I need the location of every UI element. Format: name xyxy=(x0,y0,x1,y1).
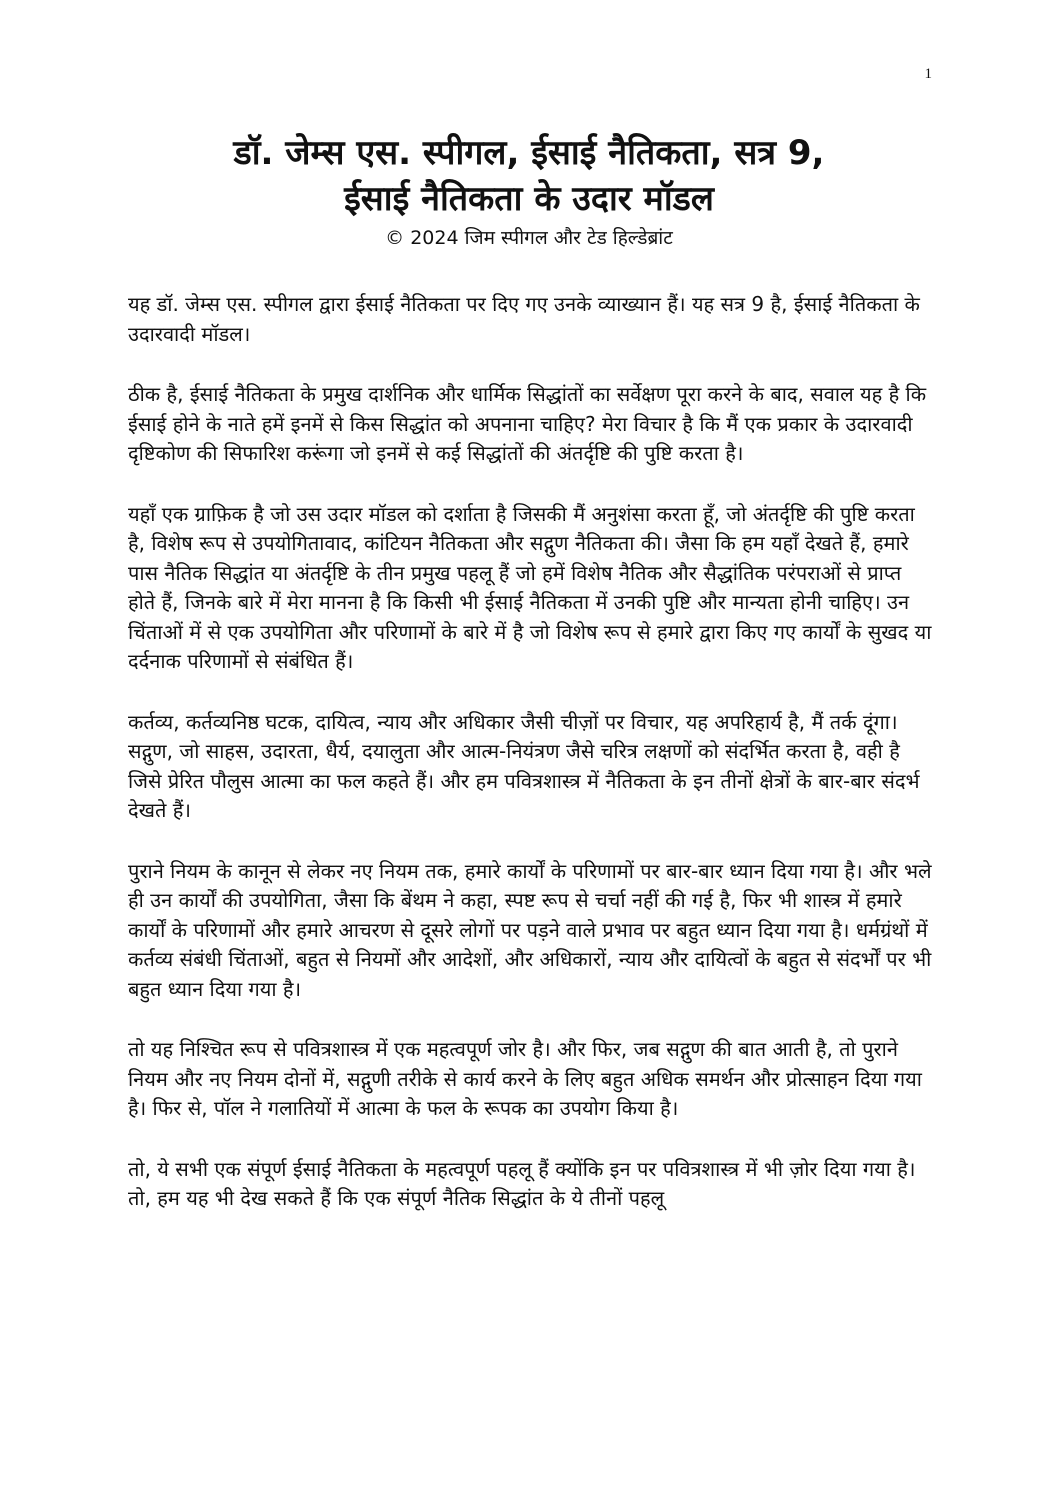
paragraph-1: यह डॉ. जेम्स एस. स्पीगल द्वारा ईसाई नैतिकता पर दिए गए उनके व्याख्यान हैं। यह सत्र 9 है, ईसाई नैतिकता के उदारवादी मॉडल। xyxy=(128,292,920,346)
document-header xyxy=(0,130,1058,252)
title-line-1: डॉ. जेम्स एस. स्पीगल, ईसाई नैतिकता, सत्र 9, xyxy=(233,133,825,173)
title-line-2: ईसाई नैतिकता के उदार मॉडल xyxy=(344,179,714,219)
copyright-line: © 2024 जिम स्पीगल और टेड हिल्डेब्रांट xyxy=(385,227,673,249)
document-body xyxy=(128,290,934,1245)
paragraph-7: तो, ये सभी एक संपूर्ण ईसाई नैतिकता के महत्वपूर्ण पहलू हैं क्योंकि इन पर पवित्रशास्त्र में भी ज़ोर दिया गया है। तो, हम यह भी देख सकते हैं कि एक संपूर्ण नैतिक सिद्धांत के ये तीनों पहलू xyxy=(128,1156,916,1210)
paragraph-5: पुराने नियम के कानून से लेकर नए नियम तक, हमारे कार्यों के परिणामों पर बार-बार ध्यान दिया गया है। और भले ही उन कार्यों की उपयोगिता, जैसा कि बेंथम ने कहा, स्पष्ट रूप से चर्चा नहीं की गई है, फिर भी शास्त्र में हमारे कार्यों के परिणामों और हमारे आचरण से दूसरे लोगों पर पड़ने वाले प्रभाव पर बहुत ध्यान दिया गया है। धर्मग्रंथों में कर्तव्य संबंधी चिंताओं, बहुत से नियमों और आदेशों, और अधिकारों, न्याय और दायित्वों के बहुत से संदर्भों पर भी बहुत ध्यान दिया गया है। xyxy=(128,858,932,1001)
paragraph-6: तो यह निश्चित रूप से पवित्रशास्त्र में एक महत्वपूर्ण जोर है। और फिर, जब सद्गुण की बात आती है, तो पुराने नियम और नए नियम दोनों में, सद्गुणी तरीके से कार्य करने के लिए बहुत अधिक समर्थन और प्रोत्साहन दिया गया है। फिर से, पॉल ने गलातियों में आत्मा के फल के रूपक का उपयोग किया है। xyxy=(128,1037,922,1120)
paragraph-3: यहाँ एक ग्राफ़िक है जो उस उदार मॉडल को दर्शाता है जिसकी मैं अनुशंसा करता हूँ, जो अंतर्दृष्टि की पुष्टि करता है, विशेष रूप से उपयोगितावाद, कांटियन नैतिकता और सद्गुण नैतिकता की। जैसा कि हम यहाँ देखते हैं, हमारे पास नैतिक सिद्धांत या अंतर्दृष्टि के तीन प्रमुख पहलू हैं जो हमें विशेष नैतिक और सैद्धांतिक परंपराओं से प्राप्त होते हैं, जिनके बारे में मेरा मानना है कि किसी भी ईसाई नैतिकता में उनकी पुष्टि और मान्यता होनी चाहिए। उन चिंताओं में से एक उपयोगिता और परिणामों के बारे में है जो विशेष रूप से हमारे द्वारा किए गए कार्यों के सुखद या दर्दनाक परिणामों से संबंधित हैं। xyxy=(128,501,932,673)
paragraph-4: कर्तव्य, कर्तव्यनिष्ठ घटक, दायित्व, न्याय और अधिकार जैसी चीज़ों पर विचार, यह अपरिहार्य है, मैं तर्क दूंगा। सद्गुण, जो साहस, उदारता, धैर्य, दयालुता और आत्म-नियंत्रण जैसे चरित्र लक्षणों को संदर्भित करता है, वही है जिसे प्रेरित पौलुस आत्मा का फल कहते हैं। और हम पवित्रशास्त्र में नैतिकता के इन तीनों क्षेत्रों के बार-बार संदर्भ देखते हैं। xyxy=(128,709,920,822)
paragraph-2: ठीक है, ईसाई नैतिकता के प्रमुख दार्शनिक और धार्मिक सिद्धांतों का सर्वेक्षण पूरा करने के बाद, सवाल यह है कि ईसाई होने के नाते हमें इनमें से किस सिद्धांत को अपनाना चाहिए? मेरा विचार है कि मैं एक प्रकार के उदारवादी दृष्टिकोण की सिफारिश करूंगा जो इनमें से कई सिद्धांतों की अंतर्दृष्टि की पुष्टि करता है। xyxy=(128,382,927,465)
page-number: 1 xyxy=(924,66,932,82)
